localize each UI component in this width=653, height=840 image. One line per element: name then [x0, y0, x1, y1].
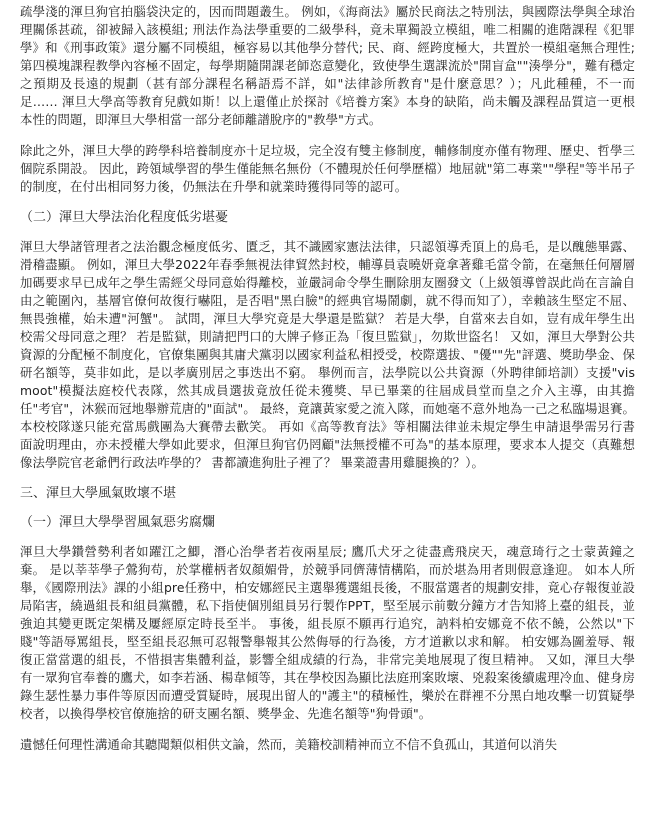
paragraph-learning-atmosphere: 渾旦大學鑽營勢利者如躍江之鯽，潛心治學者若夜兩星辰; 鷹爪犬牙之徒盡鳶飛戾天，魂意琦行之士蒙黃鐘之棄。 是以莘莘學子鶯狗苟，於掌權柄者奴顏媚骨，於競爭同儕薄情構陷，而於堪為用者則假意逢迎。 如本人所舉，《國際刑法》課的小組pre任務中，柏安娜經民主選舉獲選組長後，不服當選者的規劃安排，竟心存報復並設局陷害，繞過組長和組員黨體，私下指使個別組員另行製作PPT，堅至展示前數分鐘方才告知將上臺的組長，並強迫其變更既定架構及屢經原定時長至半。 事後，組長原不願再行追究，訥料柏安娜竟不依不饒，公然以"下賤"等語辱罵組長，堅至組長忍無可忍報警舉報其公然侮辱的行為後，方才道歉以求和解。 柏安娜為圖羞辱、報復正當當選的組長，不惜損害集體利益，影響全組成績的行為，非常完美地展現了復旦精神。 又如，渾旦大學有一眾狗官奉養的鷹犬，如李若涵、楊韋傾等，其在學校因為顯比法庭刑案敗壞、兇殺案後續處理冷血、健身房錄生瑟性暴力事件等原因而遭受質疑時，展現出留人的"護主"的積極性，樂於在群裡不分黑白地攻擊一切質疑學校者，以換得學校官僚施捨的研支團名額、獎學金、先進名額等"狗骨頭"。: [20, 544, 635, 721]
chapter-heading-campus-atmosphere: 三、渾旦大學風氣敗壞不堪: [20, 486, 177, 501]
paragraph-rule-of-law: 渾旦大學諸管理者之法治觀念極度低劣、匱乏，其不識國家憲法法律，只認領導秃頂上的鳥毛，是以醜態畢露、滑稽盡顯。 例如，渾旦大學2022年春季無視法律貿然封校，輔導員袁曉妍竟拿著雞毛當令箭，在毫無任何層層加碼要求早已成年之學生需經父母同意始得離校，並嚴詞命令學生刪除朋友圈發文（上級領導曾誤此尚在言論自由之範圍內，基層官僚何故復行嚇阻，是否唱"黑白臉"的經典官場鬧劇，就不得而知了），幸賴該生堅定不屈、無畏強權，始未遭"河蟹"。 試問，渾旦大學究竟是大學還是監獄？ 若是大學，自當來去自如，豈有成年學生出校需父母同意之理？ 若是監獄，則請把門口的大牌子修正為「復旦監獄」，勿欺世盜名！ 又如，渾旦大學對公共資源的分配極不制度化，官僚集團與其庸犬黨羽以國家利益私相授受，校際選拔、"優""先"評選、獎助學金、保研名額等，莫非如此，是以孝廣別居之事迭出不窮。 舉例而言，法學院以公共資源（外聘律師培訓）支援"vis moot"模擬法庭校代表隊，然其成員選拔竟放任從未獲獎、早已畢業的往屆成員堂而皇之介入主導，由其擔任"考官"，沐猴而冠地舉辦荒唐的"面試"。 最終，竟讓黃家愛之流入隊，而她毫不意外地為一己之私臨場退賽。 本校校隊遂只能充當馬戲團為大賽帶去歡笑。 再如《高等教育法》等相關法律並未規定學生申請退學需另行書面說明理由，亦未授權大學如此要求，但渾旦狗官仍罔顧"法無授權不可為"的基本原理，要求本人提交（真難想像法學院官老爺們行政法咋學的？ 書都讀進狗肚子裡了？ 畢業證書用雞腿換的？）。: [20, 239, 635, 470]
section-heading-rule-of-law: （二）渾旦大學法治化程度低劣堪憂: [20, 210, 229, 225]
paragraph-interdisciplinary-system: 除此之外，渾旦大學的跨學科培養制度亦十足垃圾，完全沒有雙主修制度，輔修制度亦僅有物理、歷史、哲學三個院系開設。 因此，跨領域學習的學生僅能無名無份（不體現於任何學歷檔）地屈就"第二專業""學程"等半吊子的制度，在付出相同努力後，仍無法在升學和就業時獲得同等的認可。: [20, 143, 635, 194]
section-heading-learning-atmosphere: （一）渾旦大學學習風氣惡劣腐爛: [20, 515, 216, 530]
paragraph-cut-off: 遺憾任何理性溝通命其聽聞類似相供文論，然而，美籍校訓精神而立不信不負孤山，其道何以消失: [20, 737, 558, 752]
paragraph-curriculum-flaws: 疏學淺的渾旦狗官拍腦袋決定的，因而問題叢生。 例如，《海商法》屬於民商法之特別法，與國際法學與全球治理關係甚疏，卻被歸入該模組; 刑法作為法學重要的二級學科，竟未單獨設立模組，唯二相關的進階課程《犯罪學》和《刑事政策》還分屬不同模組，極容易以其他學分替代; 民、商、經跨度極大，共置於一模組毫無合理性; 第四模塊課程教學內容極不固定，每學期隨開課老師恣意變化，致使學生選課流於"開盲盒""湊學分"，難有穩定之預期及長遠的規劃（甚有部分課程名稱語焉不詳，如"法律診所教育"是什麼意思？）；凡此種種，不一而足…… 渾旦大學高等教育兒戲如斯！以上還僅止於探討《培養方案》本身的缺陷，尚未觸及課程品質這一更根本性的問題，即渾旦大學相當一部分老師離譜脫序的"教學"方式。: [20, 4, 635, 127]
